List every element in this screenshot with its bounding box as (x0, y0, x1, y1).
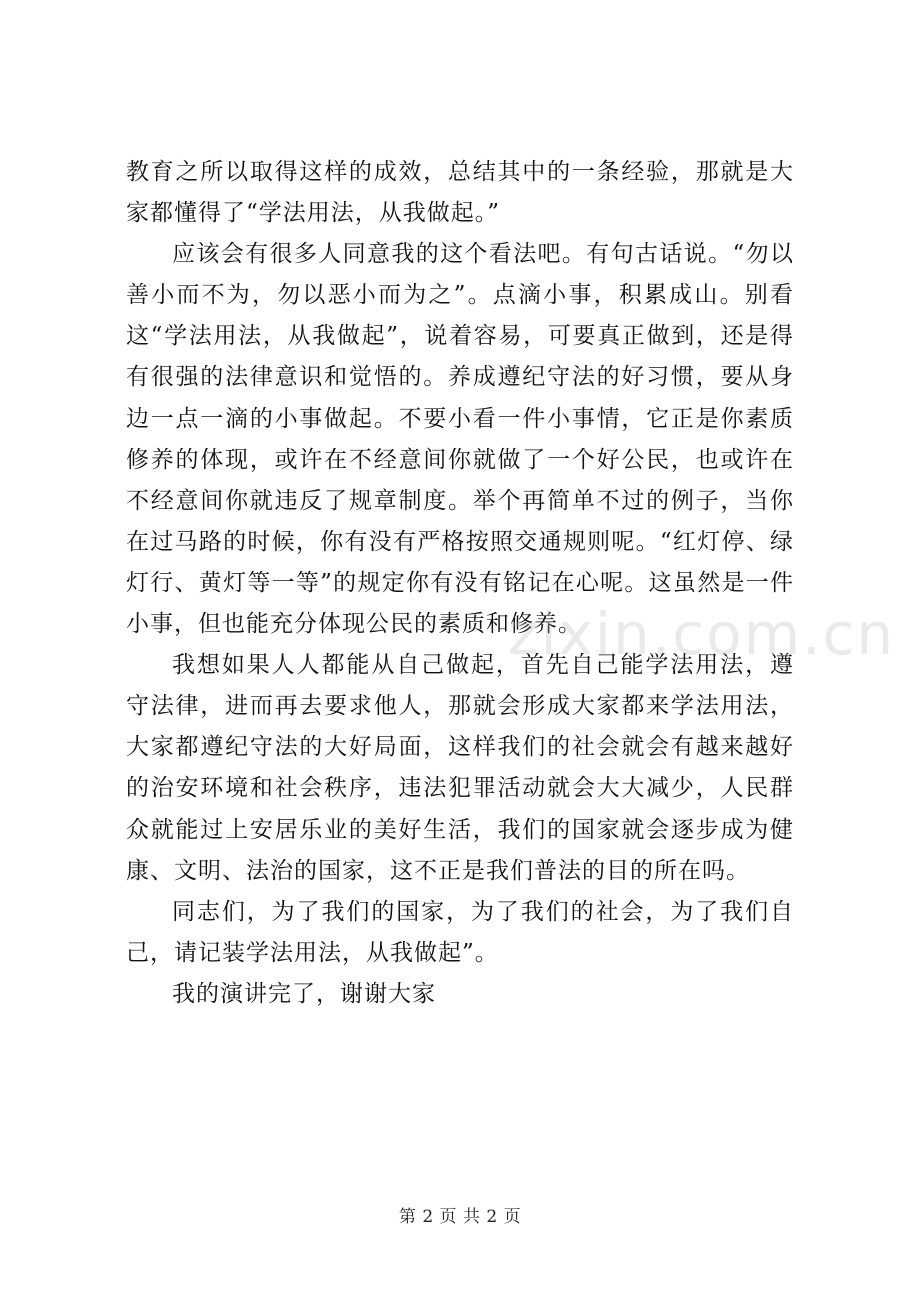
page-footer: 第 2 页 共 2 页 (398, 1207, 522, 1227)
document-body (126, 152, 794, 1015)
paragraph-3: 我想如果人人都能从自己做起，首先自己能学法用法，遵守法律，进而再去要求他人，那就会形成大家都来学法用法，大家都遵纪守法的大好局面，这样我们的社会就会有越来越好的治安环境和社会秩序，违法犯罪活动就会大大减少，人民群众就能过上安居乐业的美好生活，我们的国家就会逐步成为健康、文明、法治的国家，这不正是我们普法的目的所在吗。 (126, 652, 794, 884)
paragraph-4: 同志们，为了我们的国家，为了我们的社会，为了我们自己，请记装学法用法，从我做起”。 (126, 898, 794, 966)
paragraph-1: 教育之所以取得这样的成效，总结其中的一条经验，那就是大家都懂得了“学法用法，从我做起。” (126, 159, 794, 227)
paragraph-2: 应该会有很多人同意我的这个看法吧。有句古话说。“勿以善小而不为，勿以恶小而为之”。点滴小事，积累成山。别看这“学法用法，从我做起”，说着容易，可要真正做到，还是得有很强的法律意识和觉悟的。养成遵纪守法的好习惯，要从身边一点一滴的小事做起。不要小看一件小事情，它正是你素质修养的体现，或许在不经意间你就做了一个好公民，也或许在不经意间你就违反了规章制度。举个再简单不过的例子，当你在过马路的时候，你有没有严格按照交通规则呢。“红灯停、绿灯行、黄灯等一等”的规定你有没有铭记在心呢。这虽然是一件小事，但也能充分体现公民的素质和修养。 (126, 241, 794, 638)
paragraph-5: 我的演讲完了，谢谢大家 (172, 980, 436, 1007)
watermark: zixin.com.cn (508, 600, 896, 668)
